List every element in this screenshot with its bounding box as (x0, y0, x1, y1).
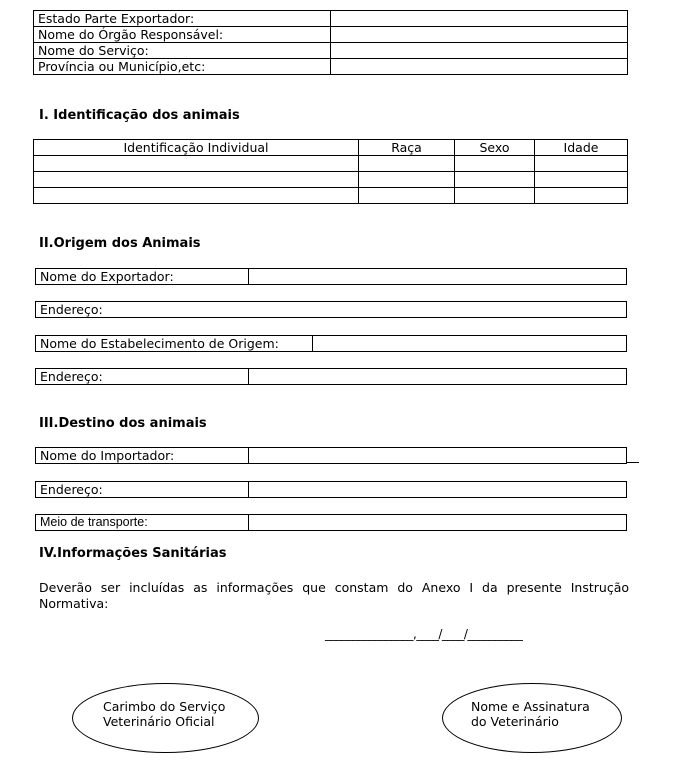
header-label: Nome do Serviço: (34, 43, 331, 59)
official-stamp-area (72, 683, 259, 753)
table-cell[interactable] (34, 156, 359, 172)
table-cell[interactable] (359, 172, 455, 188)
stamp-line: Carimbo do Serviço (103, 699, 226, 714)
origin-establishment-label: Nome do Estabelecimento de Origem: (36, 336, 313, 351)
animals-table (33, 139, 628, 204)
exporter-name-field[interactable] (249, 269, 626, 284)
table-row (34, 11, 628, 27)
table-header-row (34, 140, 628, 156)
table-row (34, 43, 628, 59)
signature-line: do Veterinário (471, 714, 559, 729)
transport-label: Meio de transporte: (36, 515, 249, 530)
exporter-name-row (35, 268, 627, 285)
table-row (34, 172, 628, 188)
exporter-address-row (35, 301, 627, 318)
importer-name-field[interactable] (249, 448, 626, 463)
divider (627, 462, 639, 463)
signature-line: Nome e Assinatura (471, 699, 590, 714)
column-header: Identificação Individual (34, 140, 359, 156)
column-header: Idade (535, 140, 628, 156)
header-label: Nome do Órgão Responsável: (34, 27, 331, 43)
signature-area[interactable] (442, 683, 622, 753)
header-table (33, 10, 628, 75)
table-row (34, 188, 628, 204)
header-label: Província ou Município,etc: (34, 59, 331, 75)
table-cell[interactable] (34, 172, 359, 188)
table-cell[interactable] (455, 172, 535, 188)
stamp-line: Veterinário Oficial (103, 714, 215, 729)
importer-address-row (35, 481, 627, 498)
table-cell[interactable] (34, 188, 359, 204)
transport-field[interactable] (249, 515, 626, 530)
importer-name-label: Nome do Importador: (36, 448, 249, 463)
sanitary-info-text: Deverão ser incluídas as informações que constam do Anexo I da presente Instrução Normativa: (39, 580, 629, 611)
header-value-field[interactable] (331, 59, 628, 75)
table-row (34, 27, 628, 43)
column-header: Sexo (455, 140, 535, 156)
section-title-origem: II.Origem dos Animais (39, 236, 201, 251)
section-title-identificacao: I. Identificação dos animais (39, 108, 240, 123)
importer-name-row (35, 447, 627, 464)
table-cell[interactable] (535, 156, 628, 172)
exporter-address-label: Endereço: (40, 302, 103, 317)
header-value-field[interactable] (331, 27, 628, 43)
transport-row (35, 514, 627, 531)
header-value-field[interactable] (331, 43, 628, 59)
date-line[interactable]: ________________,____/____/__________ (325, 627, 523, 641)
table-row (34, 156, 628, 172)
table-cell[interactable] (359, 156, 455, 172)
table-cell[interactable] (455, 156, 535, 172)
origin-address-label: Endereço: (36, 369, 249, 384)
origin-address-field[interactable] (249, 369, 626, 384)
exporter-name-label: Nome do Exportador: (36, 269, 249, 284)
origin-establishment-row (35, 335, 627, 352)
section-title-destino: III.Destino dos animais (39, 416, 207, 431)
table-cell[interactable] (535, 188, 628, 204)
section-title-sanitarias: IV.Informações Sanitárias (39, 546, 227, 561)
origin-establishment-field[interactable] (313, 336, 626, 351)
table-cell[interactable] (359, 188, 455, 204)
table-cell[interactable] (535, 172, 628, 188)
exporter-address-field[interactable] (249, 302, 626, 317)
table-cell[interactable] (455, 188, 535, 204)
header-value-field[interactable] (331, 11, 628, 27)
importer-address-field[interactable] (249, 482, 626, 497)
column-header: Raça (359, 140, 455, 156)
table-row (34, 59, 628, 75)
importer-address-label: Endereço: (36, 482, 249, 497)
origin-address-row (35, 368, 627, 385)
header-label: Estado Parte Exportador: (34, 11, 331, 27)
